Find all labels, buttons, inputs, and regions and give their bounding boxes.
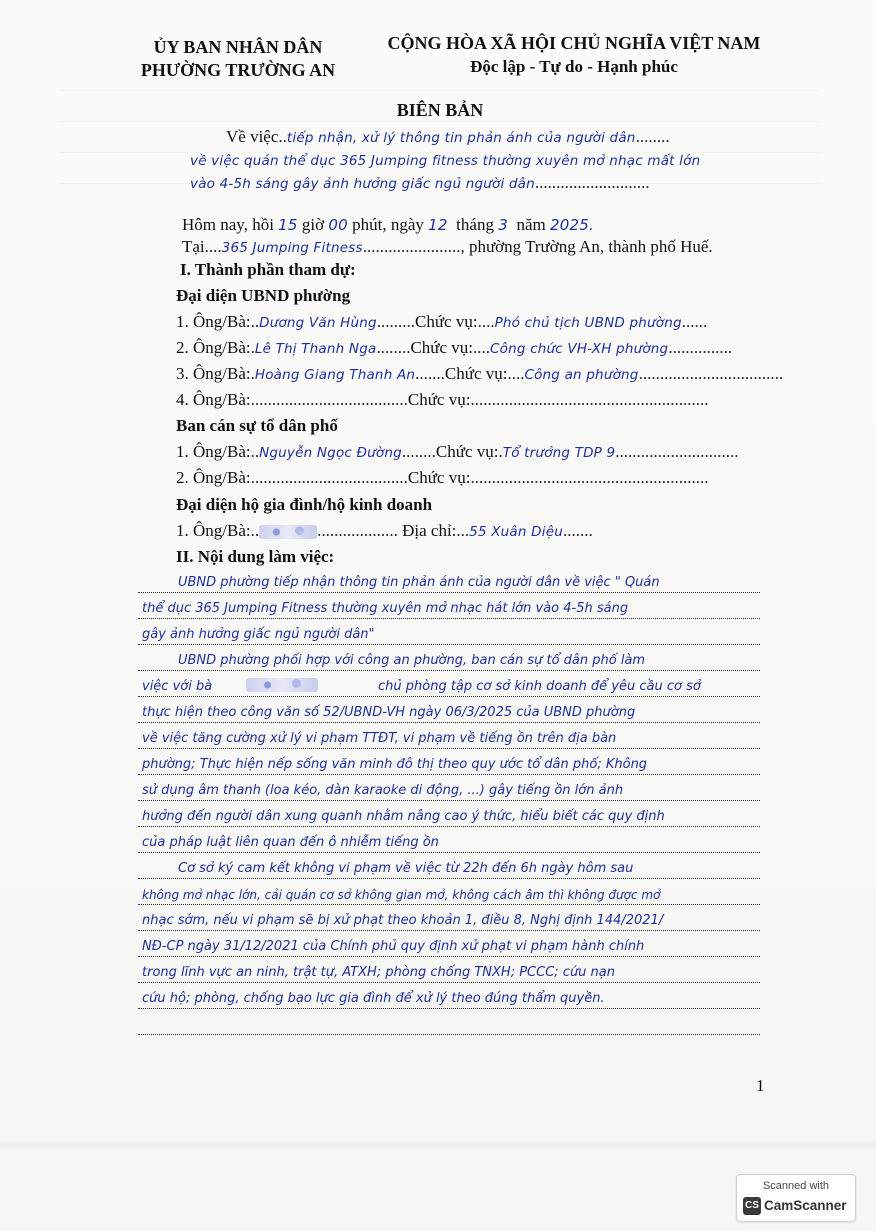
handwritten-text: thực hiện theo công văn số 52/UBND-VH ngày 06/3/2025 của UBND phường xyxy=(142,705,636,720)
handwritten-text: của pháp luật liên quan đến ô nhiễm tiếng ồn xyxy=(142,835,439,850)
content-line xyxy=(138,904,760,931)
content-line xyxy=(138,670,760,697)
content-line xyxy=(138,748,760,775)
group-ubnd-title: Đại diện UBND phường xyxy=(176,286,351,305)
content-line xyxy=(138,800,760,827)
row-label: 1. Ông/Bà: xyxy=(176,442,251,461)
handwritten-text: Cơ sở ký cam kết không vi phạm về việc từ 22h đến 6h ngày hôm sau xyxy=(178,861,634,876)
participant-role: Công chức VH-XH phường xyxy=(490,341,669,357)
content-line xyxy=(138,644,760,671)
minute-value: 00 xyxy=(328,216,348,234)
country-name: CỘNG HÒA XÃ HỘI CHỦ NGHĨA VIỆT NAM xyxy=(387,33,761,53)
address-label: Địa chỉ: xyxy=(402,521,457,540)
participant-name: Hoàng Giang Thanh An xyxy=(254,367,416,383)
content-line xyxy=(138,826,760,853)
page-number: 1 xyxy=(756,1076,765,1095)
handwritten-text: NĐ-CP ngày 31/12/2021 của Chính phủ quy định xử phạt vi phạm hành chính xyxy=(142,939,645,954)
tdp-row-2: 2. Ông/Bà:.....................................Chức vụ:........................................................ xyxy=(176,468,709,487)
scan-shadow xyxy=(0,1140,876,1150)
role-label: Chức vụ: xyxy=(410,338,474,357)
subject-label: Về việc. xyxy=(226,127,283,146)
ubnd-row-4: 4. Ông/Bà:.....................................Chức vụ:........................................................ xyxy=(176,390,709,409)
handwritten-text: về việc tăng cường xử lý vi phạm TTĐT, vi phạm về tiếng ồn trên địa bàn xyxy=(142,731,617,746)
role-label: Chức vụ: xyxy=(435,442,499,461)
content-line xyxy=(138,1008,760,1035)
authority-line-2: PHƯỜNG TRƯỜNG AN xyxy=(140,60,336,80)
household-address: 55 Xuân Diệu xyxy=(469,524,563,540)
content-line xyxy=(138,722,760,749)
camscanner-logo-icon: CS xyxy=(743,1197,761,1215)
handwritten-text: UBND phường tiếp nhận thông tin phản ánh của người dân về việc " Quán xyxy=(178,575,660,590)
role-label: Chức vụ: xyxy=(407,390,471,409)
subject-text-3: vào 4-5h sáng gây ảnh hưởng giấc ngủ người dân xyxy=(190,176,535,192)
handwritten-text: trong lĩnh vực an ninh, trật tự, ATXH; phòng chống TNXH; PCCC; cứu nạn xyxy=(142,965,615,980)
handwritten-text: UBND phường phối hợp với công an phường, ban cán sự tổ dân phố làm xyxy=(178,653,646,668)
row-label: 4. Ông/Bà: xyxy=(176,390,251,409)
redacted-name xyxy=(246,677,318,692)
subject-line-2 xyxy=(190,149,700,172)
content-line xyxy=(138,696,760,723)
section-1-title: I. Thành phần tham dự: xyxy=(180,260,356,279)
row-label: 1. Ông/Bà: xyxy=(176,521,251,540)
role-label: Chức vụ: xyxy=(444,364,508,383)
location-suffix: phường Trường An, thành phố Huế. xyxy=(468,237,713,256)
camscanner-watermark xyxy=(736,1174,856,1222)
day-value: 12 xyxy=(428,216,448,234)
content-line xyxy=(138,878,760,905)
row-label: 3. Ông/Bà: xyxy=(176,364,251,383)
datetime-line xyxy=(182,214,594,236)
row-label: 2. Ông/Bà: xyxy=(176,338,251,357)
handwritten-text: cứu hộ; phòng, chống bạo lực gia đình để xử lý theo đúng thẩm quyền. xyxy=(142,991,605,1006)
subject-text-2: về việc quán thể dục 365 Jumping fitness thường xuyên mở nhạc mất lớn xyxy=(190,153,701,169)
national-motto xyxy=(378,32,770,78)
location-place: 365 Jumping Fitness xyxy=(221,240,363,256)
content-line xyxy=(138,618,760,645)
participant-name: Lê Thị Thanh Nga xyxy=(254,341,377,357)
handwritten-text: hưởng đến người dân xung quanh nhằm nâng cao ý thức, hiểu biết các quy định xyxy=(142,809,665,824)
location-prefix: Tại xyxy=(182,237,205,256)
year-value: 2025. xyxy=(549,216,594,234)
issuing-authority xyxy=(128,36,348,82)
content-line xyxy=(138,566,760,593)
datetime-prefix: Hôm nay, hồi xyxy=(182,215,274,234)
content-line xyxy=(138,956,760,983)
participant-role: Tổ trưởng TDP 9 xyxy=(502,445,616,461)
handwritten-text: gây ảnh hưởng giấc ngủ người dân" xyxy=(142,627,375,642)
month-value: 3 xyxy=(498,216,508,234)
content-line xyxy=(138,852,760,879)
row-label: 2. Ông/Bà: xyxy=(176,468,251,487)
document-title: BIÊN BẢN xyxy=(396,100,484,120)
role-label: Chức vụ: xyxy=(407,468,471,487)
subject-text-1: tiếp nhận, xử lý thông tin phản ánh của người dân xyxy=(286,130,636,146)
subject-line-1: Về việc..tiếp nhận, xử lý thông tin phản ánh của người dân........ xyxy=(226,127,670,146)
location-line: Tại....365 Jumping Fitness......................., phường Trường An, thành phố Huế. xyxy=(182,237,713,256)
participant-role: Phó chủ tịch UBND phường xyxy=(494,315,682,331)
row-label: 1. Ông/Bà: xyxy=(176,312,251,331)
minute-label: phút, ngày xyxy=(352,215,424,234)
month-label: tháng xyxy=(456,215,494,234)
handwritten-text: phường; Thực hiện nếp sống văn minh đô thị theo quy ước tổ dân phố; Không xyxy=(142,757,648,772)
ubnd-row-2: 2. Ông/Bà:.Lê Thị Thanh Nga........Chức vụ:....Công chức VH-XH phường............... xyxy=(176,338,733,357)
content-line xyxy=(138,982,760,1009)
content-line xyxy=(138,930,760,957)
group-household-title: Đại diện hộ gia đình/hộ kinh doanh xyxy=(176,495,433,514)
group-tdp-title: Ban cán sự tổ dân phố xyxy=(176,416,338,435)
participant-role: Công an phường xyxy=(524,367,639,383)
redacted-name xyxy=(259,525,317,539)
hour-label: giờ xyxy=(301,215,325,234)
content-line xyxy=(138,592,760,619)
scanned-with-label: Scanned with xyxy=(762,1180,830,1192)
handwritten-text: việc với bà xyxy=(142,679,213,694)
section-2-title: II. Nội dung làm việc: xyxy=(176,547,335,566)
role-label: Chức vụ: xyxy=(414,312,478,331)
household-row-1: 1. Ông/Bà:.. ................... Địa chỉ:...55 Xuân Diệu....... xyxy=(176,521,593,540)
hour-value: 15 xyxy=(278,216,298,234)
motto: Độc lập - Tự do - Hạnh phúc xyxy=(470,57,678,76)
year-label: năm xyxy=(516,215,546,234)
tdp-row-1: 1. Ông/Bà:..Nguyễn Ngọc Đường........Chức vụ:.Tổ trưởng TDP 9............................. xyxy=(176,442,739,461)
participant-name: Nguyễn Ngọc Đường xyxy=(259,445,402,461)
subject-line-3: vào 4-5h sáng gây ảnh hưởng giấc ngủ người dân........................... xyxy=(190,173,650,192)
handwritten-text: không mở nhạc lớn, cải quán cơ sở không gian mở, không cách âm thì không được mở xyxy=(142,888,661,902)
camscanner-label: CamScanner xyxy=(764,1198,847,1213)
handwritten-text: nhạc sớm, nếu vi phạm sẽ bị xử phạt theo khoản 1, điều 8, Nghị định 144/2021/ xyxy=(142,913,664,928)
handwritten-text: thể dục 365 Jumping Fitness thường xuyên mở nhạc hát lớn vào 4-5h sáng xyxy=(142,601,629,616)
handwritten-text: chủ phòng tập cơ sở kinh doanh để yêu cầu cơ sở xyxy=(378,679,701,694)
authority-line-1: ỦY BAN NHÂN DÂN xyxy=(153,37,323,57)
ubnd-row-1: 1. Ông/Bà:..Dương Văn Hùng.........Chức vụ:....Phó chủ tịch UBND phường...... xyxy=(176,312,708,331)
participant-name: Dương Văn Hùng xyxy=(259,315,377,331)
content-line xyxy=(138,774,760,801)
handwritten-text: sử dụng âm thanh (loa kéo, dàn karaoke di động, ...) gây tiếng ồn lớn ảnh xyxy=(142,783,624,798)
ubnd-row-3: 3. Ông/Bà:.Hoàng Giang Thanh An.......Chức vụ:....Công an phường.................................. xyxy=(176,364,784,383)
